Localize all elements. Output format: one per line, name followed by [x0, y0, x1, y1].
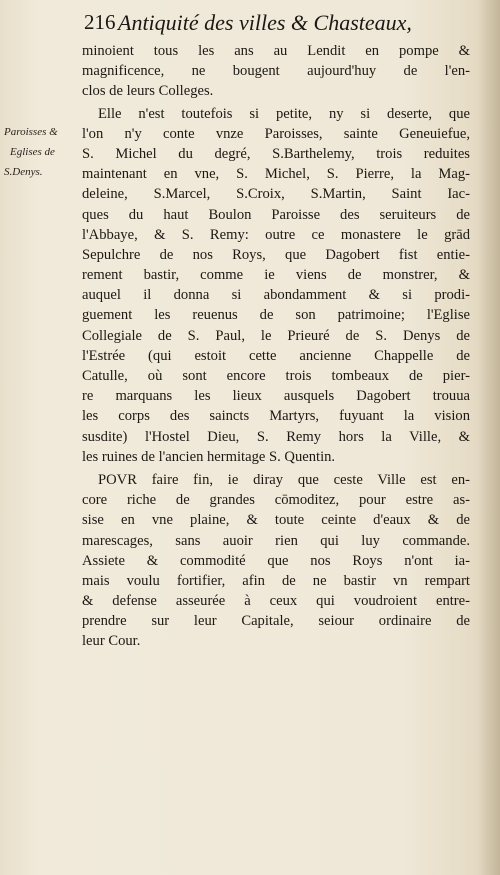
text-line: S. Michel du degré, S.Barthelemy, trois reduites — [82, 145, 470, 162]
text-line: Collegiale de S. Paul, le Prieuré de S. Denys de — [82, 327, 470, 344]
text-line: l'Abbaye, & S. Remy: outre ce monastere le grād — [82, 226, 470, 243]
text-line: les ruines de l'ancien hermitage S. Quentin. — [82, 448, 336, 465]
body-text — [82, 41, 470, 654]
text-line: maintenant en vne, S. Michel, S. Pierre, la Mag- — [82, 166, 470, 183]
text-line: & defense asseurée à ceux qui voudroient entre- — [82, 593, 470, 610]
text-line: re marquans les lieux ausquels Dagobert trouua — [82, 388, 470, 405]
paragraph — [82, 470, 470, 652]
text-line: l'Estrée (qui estoit cette ancienne Chappelle de — [82, 347, 470, 364]
text-line: deleine, S.Marcel, S.Croix, S.Martin, Saint Iac- — [82, 186, 470, 203]
margin-note-line: S.Denys. — [4, 166, 43, 178]
paragraph — [82, 41, 470, 102]
text-line: magnificence, ne bougent aujourd'huy de l'en- — [82, 63, 470, 80]
text-line: Assiete & commodité que nos Roys n'ont ia- — [82, 552, 470, 569]
margin-note-line: Paroisses & — [4, 126, 58, 138]
page-number: 216 — [84, 10, 116, 34]
page-edge-shadow — [478, 0, 500, 875]
text-line: leur Cour. — [82, 633, 141, 650]
text-line: prendre sur leur Capitale, seiour ordinaire de — [82, 613, 470, 630]
text-line: mais voulu fortifier, afin de ne bastir vn rempart — [82, 572, 470, 589]
text-line: Elle n'est toutefois si petite, ny si deserte, que — [98, 105, 470, 122]
text-line: guement les reuenus de son patrimoine; l'Eglise — [82, 307, 470, 324]
text-line: core riche de grandes cōmoditez, pour estre as- — [82, 492, 470, 509]
text-line: auquel il donna si abondamment & si prodi- — [82, 287, 470, 304]
margin-note — [4, 122, 86, 182]
text-line: l'on n'y conte vnze Paroisses, sainte Geneuiefue, — [82, 125, 470, 142]
text-line: Sepulchre de nos Roys, que Dagobert fist entie- — [82, 246, 470, 263]
running-title: Antiquité des villes & Chasteaux, — [118, 10, 412, 35]
text-line: ques du haut Boulon Paroisse des seruiteurs de — [82, 206, 470, 223]
paragraph — [82, 104, 470, 467]
text-line: les corps des saincts Martyrs, fuyuant la vision — [82, 408, 470, 425]
text-line: clos de leurs Colleges. — [82, 83, 214, 100]
text-line: marescages, sans auoir rien qui luy commande. — [82, 532, 470, 549]
margin-note-line: Eglises de — [10, 146, 55, 158]
text-line: susdite) l'Hostel Dieu, S. Remy hors la Ville, & — [82, 428, 470, 445]
text-line: POVR faire fin, ie diray que ceste Ville est en- — [98, 471, 470, 488]
text-line: sise en vne plaine, & toute ceinte d'eaux & de — [82, 512, 470, 529]
text-line: rement bastir, comme ie viens de monstrer, & — [82, 267, 470, 284]
text-line: minoient tous les ans au Lendit en pompe & — [82, 43, 470, 59]
text-line: Catulle, où sont encore trois tombeaux de pier- — [82, 368, 470, 384]
page-header — [84, 6, 498, 40]
